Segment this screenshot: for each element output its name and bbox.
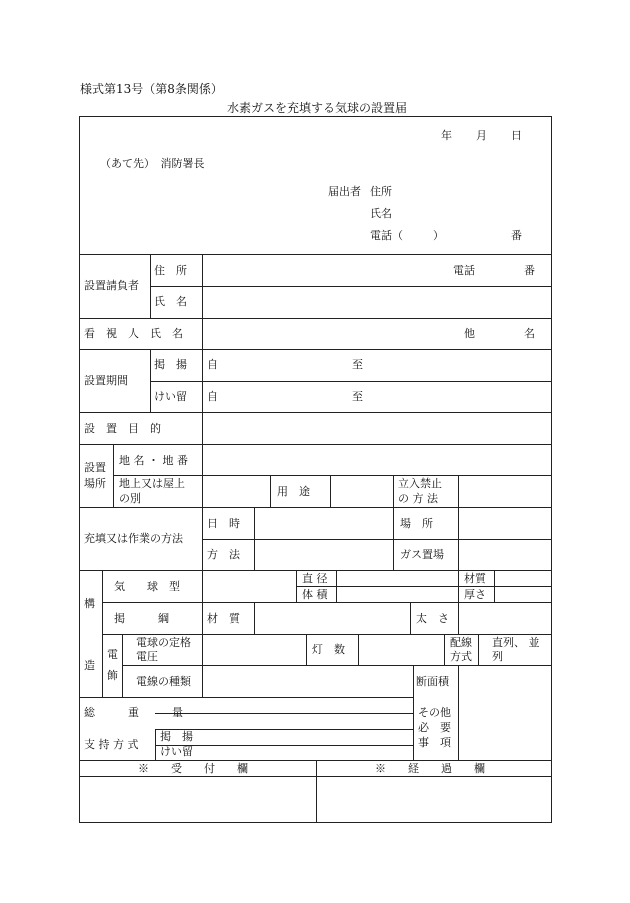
wire-type-label: 電線の種類 — [136, 675, 191, 688]
date-year: 年 — [441, 129, 452, 142]
period-moor-from: 自 — [207, 390, 218, 403]
form-number: 様式第13号（第8条関係） — [80, 82, 223, 96]
material-label: 材質 — [464, 572, 486, 585]
restrict-line1: 立入禁止 — [398, 477, 442, 490]
ground-roof-line2: の別 — [119, 492, 141, 505]
filling-gas-place-label: ガス置場 — [400, 548, 444, 561]
applicant-name-label: 氏 名 — [154, 295, 187, 308]
weight-label: 総 重 量 — [84, 706, 183, 719]
support-label: 支 持 方 式 — [84, 738, 139, 751]
bulb-rating-line2: 電圧 — [136, 650, 158, 663]
filling-method-label: 方 法 — [207, 548, 240, 561]
watcher-label: 看 視 人 氏 名 — [84, 327, 183, 340]
period-raise-to: 至 — [352, 358, 363, 371]
other-line2: 必 要 — [418, 721, 451, 734]
bulb-rating-line1: 電球の定格 — [136, 636, 191, 649]
lamps-label: 灯 数 — [312, 643, 345, 656]
filling-datetime-label: 日 時 — [207, 517, 240, 530]
use-label: 用 途 — [277, 485, 310, 498]
deco-label-bottom: 飾 — [107, 669, 118, 682]
wiring-line2: 方式 — [450, 650, 472, 663]
thickness-label: 厚さ — [464, 588, 486, 601]
applicant-label: 設置請負者 — [84, 279, 139, 292]
notifier-name-label: 氏名 — [370, 207, 392, 220]
net-material-label: 材 質 — [207, 612, 240, 625]
date-day: 日 — [511, 129, 522, 142]
notifier-phone-open: 電話（ — [370, 229, 403, 242]
volume-label: 体 積 — [302, 588, 328, 601]
location-label-bottom: 場所 — [84, 477, 106, 490]
net-label: 掲 綱 — [114, 612, 169, 625]
watcher-others-unit: 名 — [524, 327, 535, 340]
location-label-top: 設置 — [84, 461, 106, 474]
date-month: 月 — [476, 129, 487, 142]
notifier-label: 届出者 — [328, 185, 361, 198]
balloon-label: 気 球 型 — [114, 580, 180, 593]
filling-place-label: 場 所 — [400, 517, 433, 530]
progress-label: ※ 経 過 欄 — [375, 762, 485, 775]
notifier-phone-close: ） — [433, 229, 444, 242]
applicant-phone-label: 電話 — [453, 264, 475, 277]
reception-label: ※ 受 付 欄 — [138, 762, 248, 775]
location-address-label: 地 名 ・ 地 番 — [119, 454, 188, 467]
support-raise-label: 掲 揚 — [160, 730, 193, 743]
series-parallel-line2: 列 — [492, 650, 503, 663]
period-moor-label: けい留 — [154, 390, 187, 403]
cross-section-label: 断面積 — [416, 675, 449, 688]
series-parallel-line1: 直列、 並 — [492, 636, 540, 649]
other-line3: 事 項 — [418, 736, 451, 749]
period-label: 設置期間 — [84, 374, 128, 387]
period-raise-from: 自 — [207, 358, 218, 371]
notifier-phone-ban: 番 — [511, 229, 522, 242]
restrict-line2: の 方 法 — [398, 492, 438, 505]
period-raise-label: 掲 揚 — [154, 358, 187, 371]
filling-label: 充填又は作業の方法 — [84, 532, 183, 545]
deco-label-top: 電 — [107, 648, 118, 661]
diameter-label: 直 径 — [302, 572, 328, 585]
addressee: （あて先） 消防署長 — [100, 157, 205, 170]
ground-roof-line1: 地上又は屋上 — [119, 477, 185, 490]
wiring-line1: 配線 — [450, 636, 472, 649]
purpose-label: 設 置 目 的 — [84, 422, 161, 435]
applicant-phone-ban: 番 — [524, 264, 535, 277]
watcher-others-label: 他 — [464, 327, 475, 340]
applicant-address-label: 住 所 — [154, 264, 187, 277]
notifier-address-label: 住所 — [370, 185, 392, 198]
net-thickness-label: 太 さ — [416, 612, 449, 625]
support-moor-label: けい留 — [160, 745, 193, 758]
structure-label-bottom: 造 — [84, 659, 95, 672]
form-title: 水素ガスを充填する気球の設置届 — [227, 101, 408, 115]
other-line1: その他 — [418, 706, 451, 719]
structure-label-top: 構 — [84, 597, 95, 610]
period-moor-to: 至 — [352, 390, 363, 403]
